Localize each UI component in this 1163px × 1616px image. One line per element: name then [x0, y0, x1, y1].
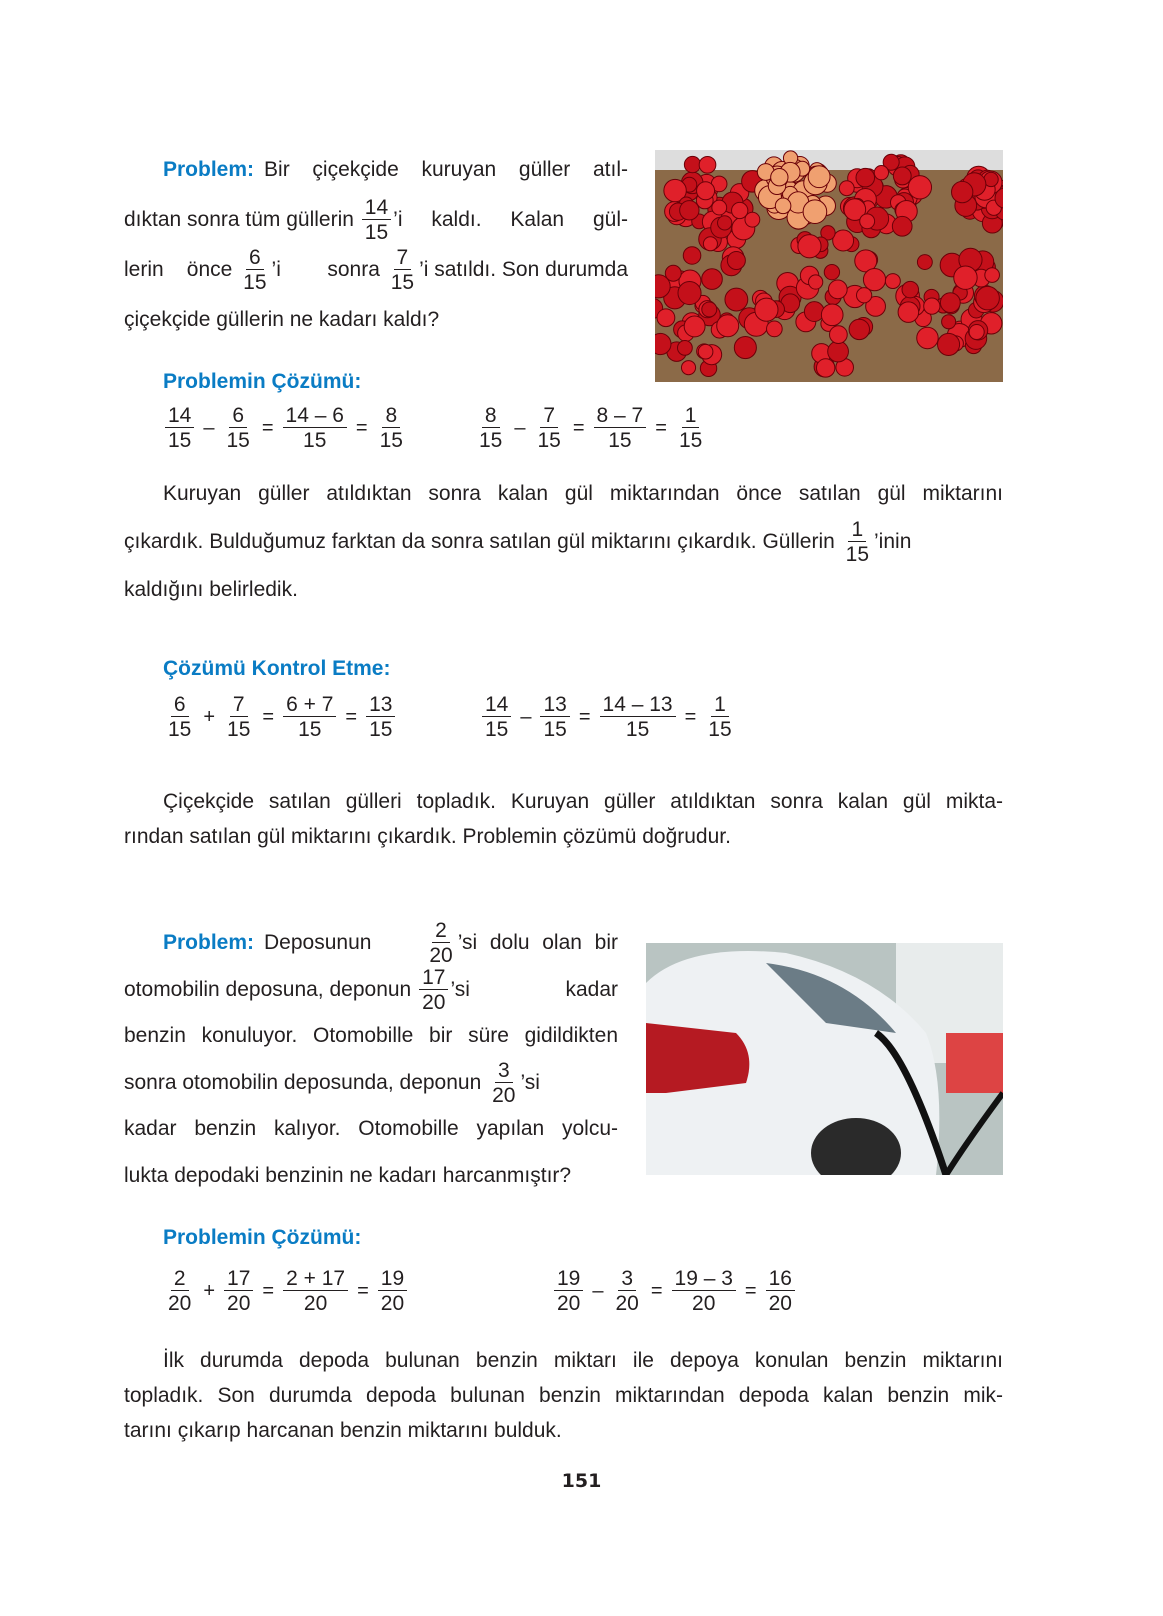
solution-heading-2: Problemin Çözümü: [163, 1226, 362, 1249]
numerator: 2 [432, 920, 450, 943]
denominator: 15 [369, 718, 393, 741]
text: çiçekçide güllerin ne kadarı kaldı? [124, 308, 440, 331]
operator: = [357, 1279, 369, 1302]
numerator: 14 – 13 [600, 694, 676, 717]
text: kadar benzin kalıyor. Otomobille yapılan yolcu- [124, 1117, 618, 1140]
operator: = [744, 1279, 757, 1302]
denominator: 15 [243, 271, 267, 294]
fraction [165, 405, 194, 451]
text-line [124, 1378, 1003, 1413]
denominator: 15 [708, 718, 732, 741]
fraction [426, 920, 455, 966]
text-line [124, 1106, 618, 1153]
operator: – [520, 705, 532, 728]
operator: = [650, 1279, 663, 1302]
denominator: 15 [227, 718, 251, 741]
denominator: 15 [168, 718, 192, 741]
text-line [124, 245, 628, 295]
text: ’si kadar [450, 977, 618, 1001]
text: otomobilin deposuna, deponun [124, 977, 418, 1001]
check-heading: Çözümü Kontrol Etme: [163, 657, 391, 680]
denominator: 15 [537, 429, 561, 452]
numerator: 14 [482, 694, 511, 717]
text: ’si [520, 1070, 540, 1094]
fraction [705, 694, 734, 740]
denominator: 20 [692, 1292, 716, 1315]
numerator: 13 [540, 694, 569, 717]
numerator: 7 [540, 405, 558, 428]
text-line [124, 784, 1003, 819]
text: Çiçekçide satılan gülleri topladık. Kuruyan güller atıldıktan sonra kalan gül mikta- [163, 790, 1003, 813]
problem-heading: Problem: [163, 931, 255, 954]
text: kaldığını belirledik. [124, 578, 298, 601]
equation-3 [163, 694, 397, 740]
denominator: 15 [390, 271, 415, 294]
equation-1 [163, 405, 408, 451]
numerator: 7 [230, 694, 248, 717]
fraction [554, 1268, 583, 1314]
fraction [283, 1268, 348, 1314]
fraction [283, 694, 336, 740]
solution-heading-1: Problemin Çözümü: [163, 370, 362, 393]
fraction [366, 694, 395, 740]
numerator: 2 + 17 [283, 1268, 348, 1291]
text: dıktan sonra tüm güllerin [124, 208, 360, 231]
fraction [165, 1268, 194, 1314]
text: lerin önce [124, 258, 239, 281]
fraction [378, 1268, 407, 1314]
operator: + [203, 705, 216, 728]
numerator: 17 [419, 967, 448, 990]
denominator: 20 [303, 1292, 328, 1315]
numerator: 6 + 7 [283, 694, 336, 717]
numerator: 14 – 6 [283, 405, 347, 428]
fraction [600, 694, 676, 740]
fraction [594, 405, 647, 451]
text: lukta depodaki benzinin ne kadarı harcanmıştır? [124, 1163, 572, 1187]
denominator: 15 [168, 429, 192, 452]
text: Deposunun [264, 931, 378, 954]
fraction [223, 405, 252, 451]
numerator: 14 [362, 197, 391, 220]
fraction [489, 1060, 518, 1106]
denominator: 15 [678, 429, 703, 452]
denominator: 20 [429, 944, 453, 968]
numerator: 13 [366, 694, 395, 717]
text: İlk durumda depoda bulunan benzin miktarı ile depoya konulan benzin miktarını [163, 1349, 1003, 1372]
operator: = [345, 705, 358, 728]
numerator: 2 [171, 1268, 189, 1291]
fraction [388, 247, 417, 293]
problem1-explanation [124, 470, 1003, 614]
numerator: 3 [495, 1060, 513, 1083]
problem-heading: Problem: [163, 158, 255, 181]
denominator: 15 [226, 429, 250, 452]
numerator: 19 [554, 1268, 583, 1291]
operator: = [261, 416, 274, 439]
denominator: 15 [298, 718, 322, 741]
denominator: 15 [379, 429, 403, 452]
text: çıkardık. Bulduğumuz farktan da sonra satılan gül miktarını çıkardık. Güllerin [124, 530, 841, 553]
denominator: 15 [543, 718, 567, 741]
numerator: 6 [246, 247, 264, 270]
text: benzin konuluyor. Otomobille bir süre gidildikten [124, 1024, 618, 1047]
text-line [124, 145, 628, 195]
fraction [224, 694, 253, 740]
numerator: 1 [682, 405, 700, 428]
fraction [283, 405, 347, 451]
text-line [124, 1153, 618, 1200]
text: tarını çıkarıp harcanan benzin miktarını bulduk. [124, 1419, 562, 1442]
fraction [224, 1268, 253, 1314]
numerator: 19 – 3 [672, 1268, 736, 1291]
text-line [124, 566, 1003, 614]
denominator: 20 [492, 1083, 516, 1107]
text: topladık. Son durumda depoda bulunan benzin miktarından depoda kalan benzin mik- [124, 1384, 1003, 1407]
denominator: 20 [615, 1292, 639, 1315]
operator: = [578, 705, 591, 728]
text: Bir çiçekçide kuruyan güller atıl- [264, 158, 628, 181]
text-line [124, 518, 1003, 566]
denominator: 20 [557, 1292, 581, 1315]
fraction [534, 405, 563, 451]
fraction [482, 694, 511, 740]
check-text [124, 784, 1003, 854]
text-line [124, 195, 628, 245]
denominator: 20 [768, 1292, 792, 1315]
problem2-text [124, 920, 618, 1199]
numerator: 19 [378, 1268, 407, 1291]
fraction [612, 1268, 641, 1314]
fraction [676, 405, 705, 451]
problem1-text [124, 145, 628, 345]
operator: – [203, 416, 215, 439]
operator: = [684, 705, 697, 728]
roses-photo [655, 150, 1003, 382]
fraction [843, 519, 872, 565]
text: ’inin [874, 530, 912, 553]
numerator: 6 [229, 405, 247, 428]
text-line [124, 819, 1003, 854]
numerator: 8 – 7 [594, 405, 647, 428]
operator: – [514, 416, 526, 439]
fraction [419, 967, 448, 1013]
denominator: 15 [303, 429, 327, 452]
numerator: 1 [848, 519, 866, 542]
text: ’si dolu olan bir [457, 931, 618, 954]
text: ’i sonra [271, 258, 386, 281]
fraction [540, 694, 569, 740]
equation-2 [474, 405, 707, 451]
operator: = [262, 705, 275, 728]
operator: = [572, 416, 585, 439]
denominator: 15 [364, 221, 389, 244]
operator: = [355, 416, 368, 439]
operator: = [655, 416, 667, 439]
problem2-explanation [124, 1343, 1003, 1448]
denominator: 20 [422, 990, 446, 1014]
denominator: 15 [479, 429, 503, 452]
text-line [124, 295, 628, 345]
text-line [124, 920, 618, 967]
operator: = [262, 1279, 275, 1302]
denominator: 15 [845, 543, 870, 566]
car-fuel-photo [646, 943, 1003, 1175]
text-line [124, 470, 1003, 518]
denominator: 20 [168, 1292, 192, 1315]
text-line [124, 1343, 1003, 1378]
text: Kuruyan güller atıldıktan sonra kalan gül miktarından önce satılan gül miktarını [163, 482, 1003, 505]
numerator: 3 [618, 1268, 636, 1291]
equation-5 [163, 1268, 409, 1314]
page-number: 151 [561, 1470, 602, 1492]
text-line [124, 1060, 618, 1107]
denominator: 15 [608, 429, 632, 452]
fraction [377, 405, 406, 451]
equation-4 [480, 694, 737, 740]
fraction [362, 197, 391, 243]
text: rından satılan gül miktarını çıkardık. Problemin çözümü doğrudur. [124, 825, 731, 848]
operator: – [592, 1279, 604, 1302]
text: sonra otomobilin deposunda, deponun [124, 1070, 488, 1094]
operator: + [203, 1279, 216, 1302]
denominator: 15 [625, 718, 650, 741]
text-line [124, 1013, 618, 1060]
numerator: 1 [711, 694, 729, 717]
fraction [766, 1268, 795, 1314]
numerator: 8 [382, 405, 400, 428]
numerator: 6 [171, 694, 189, 717]
fraction [476, 405, 505, 451]
fraction [672, 1268, 736, 1314]
equation-6 [552, 1268, 797, 1314]
fraction [240, 247, 269, 293]
numerator: 17 [224, 1268, 253, 1291]
denominator: 20 [227, 1292, 251, 1315]
numerator: 16 [766, 1268, 795, 1291]
text: ’i satıldı. Son durumda [419, 258, 629, 281]
text-line [124, 967, 618, 1014]
numerator: 7 [394, 247, 412, 270]
numerator: 8 [482, 405, 500, 428]
numerator: 14 [165, 405, 194, 428]
denominator: 15 [485, 718, 509, 741]
text-line [124, 1413, 1003, 1448]
denominator: 20 [380, 1292, 405, 1315]
fraction [165, 694, 194, 740]
text: ’i kaldı. Kalan gül- [393, 208, 628, 231]
